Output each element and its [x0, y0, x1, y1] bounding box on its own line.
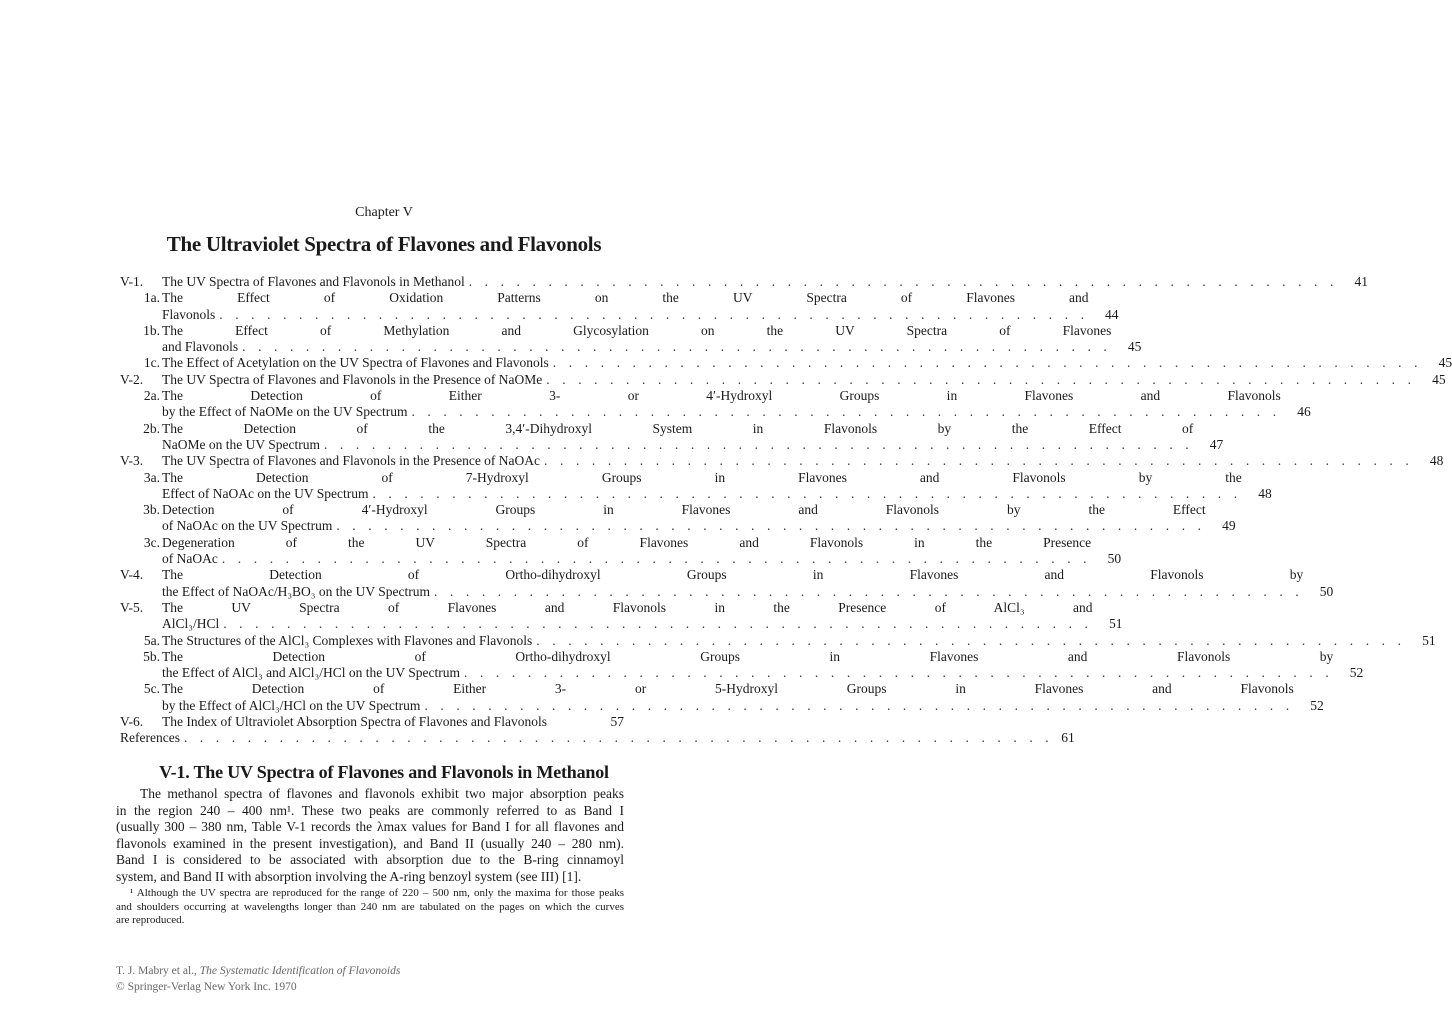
body-text [116, 786, 624, 885]
toc-page-number: 50 [1319, 583, 1334, 599]
toc-entry-number: V-1. [120, 274, 144, 289]
toc-leader-dots: . . . . . . . . . . . . . . . . . . . . . . . . . . . . . . . . . . . . . . . . . . . . . . . . . . . . . . . [323, 436, 1194, 452]
toc-entry-title: The Detection of Ortho-dihydroxyl Groups in Flavones and Flavonols by [162, 648, 1334, 664]
toc-leader-dots: . . . . . . . . . . . . . . . . . . . . . . . . . . . . . . . . . . . . . . . . . . . . . . . . . . . . . . . [411, 404, 1281, 420]
toc-entry[interactable] [116, 322, 1142, 356]
body-text-line: Band I is considered to be associated with absorption due to the B-ring cinnamoyl [116, 852, 624, 867]
toc-entry-title: NaOMe on the UV Spectrum [162, 436, 320, 452]
toc-leader-dots: . . . . . . . . . . . . . . . . . . . . . . . . . . . . . . . . . . . . . . . . . . . . . . . . . . . . . . . [336, 518, 1206, 534]
body-text-line: system, and Band II with absorption involving the A-ring benzoyl system (see III) [1]. [116, 868, 582, 884]
toc-entry-title: of NaOAc [162, 551, 218, 567]
toc-page-number: 45 [1127, 339, 1142, 355]
table-of-contents [116, 274, 1452, 747]
toc-entry-references[interactable] [116, 730, 1075, 746]
toc-page-number: 48 [1429, 453, 1444, 469]
footer-authors: T. J. Mabry et al., [116, 965, 197, 977]
toc-entry[interactable] [116, 567, 1334, 600]
toc-entry[interactable] [116, 599, 1123, 633]
toc-entry-title: by the Effect of NaOMe on the UV Spectrum [162, 404, 408, 420]
toc-page-number: 57 [610, 714, 624, 730]
toc-entry-title: by the Effect of AlCl₃/HCl on the UV Spectrum [162, 697, 421, 713]
toc-entry[interactable] [116, 388, 1311, 421]
toc-leader-dots: . . . . . . . . . . . . . . . . . . . . . . . . . . . . . . . . . . . . . . . . . . . . . . . . . . . . . . . [546, 371, 1416, 387]
toc-entry[interactable] [116, 714, 624, 730]
toc-leader-dots: . . . . . . . . . . . . . . . . . . . . . . . . . . . . . . . . . . . . . . . . . . . . . . . . . . . . . . . [433, 583, 1304, 599]
toc-entry-title: References [120, 730, 180, 746]
toc-page-number: 51 [1422, 632, 1436, 648]
toc-entry-number: 3c. [143, 534, 160, 550]
toc-entry[interactable] [116, 274, 1368, 290]
toc-entry-title: Detection of 4′-Hydroxyl Groups in Flavones and Flavonols by the Effect [162, 502, 1206, 518]
toc-entry-title: The Structures of the AlCl₃ Complexes with Flavones and Flavonols [162, 632, 533, 648]
toc-entry-title: the Effect of NaOAc/H₃BO₃ on the UV Spectrum [162, 583, 430, 599]
body-text-line: flavonols examined in the present investigation), and Band II (usually 240 – 280 nm). [116, 835, 624, 851]
toc-entry-number: V-4. [120, 567, 144, 583]
toc-entry-title: The UV Spectra of Flavones and Flavonols in Methanol [162, 274, 465, 289]
toc-entry[interactable] [116, 648, 1364, 682]
toc-entry-number: 1c. [143, 355, 160, 371]
toc-entry-title: The Index of Ultraviolet Absorption Spectra of Flavones and Flavonols [162, 714, 548, 730]
toc-entry-title: The Detection of the 3,4′-Dihydroxyl System in Flavonols by the Effect of [162, 420, 1194, 436]
toc-entry-number: 1a. [143, 290, 160, 306]
toc-entry-number: 1b. [143, 322, 160, 338]
toc-entry-title: Effect of NaOAc on the UV Spectrum [162, 485, 369, 501]
toc-entry-number: V-5. [120, 599, 144, 615]
section-title: V-1. The UV Spectra of Flavones and Flavonols in Methanol [159, 762, 609, 782]
toc-leader-dots: . . . . . . . . . . . . . . . . . . . . . . . . . . . . . . . . . . . . . . . . . . . . . . . . . . . . . . . [464, 665, 1334, 681]
toc-entry-title: The Detection of 7-Hydroxyl Groups in Flavones and Flavonols by the [162, 469, 1242, 485]
toc-entry[interactable] [116, 371, 1446, 388]
toc-entry-title: and Flavonols [162, 339, 239, 355]
toc-page-number: 50 [1107, 551, 1122, 567]
toc-entry-title: The Effect of Acetylation on the UV Spectra of Flavones and Flavonols [162, 355, 549, 371]
toc-entry-number: 5a. [143, 632, 160, 648]
footnote [116, 887, 624, 928]
toc-entry[interactable] [116, 681, 1324, 714]
toc-entry[interactable] [116, 469, 1272, 503]
toc-entry-title: The Detection of Ortho-dihydroxyl Groups in Flavones and Flavonols by [162, 567, 1304, 583]
toc-leader-dots: . . . . . . . . . . . . . . . . . . . . . . . . . . . . . . . . . . . . . . . . . . . . . . . . . . . . . . . [424, 697, 1294, 713]
toc-entry-number: 5c. [143, 681, 160, 697]
toc-entry[interactable] [116, 502, 1236, 535]
toc-page-number: 52 [1310, 697, 1324, 713]
toc-entry-number: V-2. [120, 371, 144, 387]
toc-entry[interactable] [116, 355, 1452, 371]
toc-page-number: 52 [1349, 665, 1364, 681]
toc-page-number: 49 [1222, 518, 1236, 534]
toc-entry-number: V-3. [120, 453, 144, 469]
toc-entry-title: The Detection of Either 3- or 4′-Hydroxyl Groups in Flavones and Flavonols [162, 388, 1281, 404]
toc-entry-number: 2b. [143, 420, 160, 436]
toc-leader-dots: . . . . . . . . . . . . . . . . . . . . . . . . . . . . . . . . . . . . . . . . . . . . . . . . . . . . . . . [544, 453, 1414, 469]
toc-leader-dots: . . . . . . . . . . . . . . . . . . . . . . . . . . . . . . . . . . . . . . . . . . . . . . . . . . . . . . . [536, 632, 1406, 648]
citation-line [116, 963, 400, 979]
toc-page-number: 61 [1061, 730, 1075, 746]
toc-entry[interactable] [116, 534, 1122, 568]
toc-entry-number: V-6. [120, 714, 144, 730]
toc-entry-title: The UV Spectra of Flavones and Flavonols in the Presence of AlCl₃ and [162, 599, 1093, 615]
toc-entry-title: AlCl₃/HCl [162, 616, 220, 632]
page-footer [116, 963, 400, 995]
toc-leader-dots: . . . . . . . . . . . . . . . . . . . . . . . . . . . . . . . . . . . . . . . . . . . . . . . . . . . . . . . [183, 730, 1054, 746]
toc-leader-dots: . . . . . . . . . . . . . . . . . . . . . . . . . . . . . . . . . . . . . . . . . . . . . . . . . . . . . . . [552, 355, 1423, 371]
toc-leader-dots: . . . . . . . . . . . . . . . . . . . . . . . . . . . . . . . . . . . . . . . . . . . . . . . . . . . . . . . [242, 339, 1112, 355]
toc-leader-dots: . . . . . . . . . . . . . . . . . . . . . . . . . . . . . . . . . . . . . . . . . . . . . . . . . . . . . . . [223, 616, 1093, 632]
footnote-line: are reproduced. [116, 914, 185, 927]
body-text-line: (usually 300 – 380 nm, Table V-1 records the λmax values for Band I for all flavones and [116, 819, 624, 834]
toc-entry-title: Flavonols [162, 306, 216, 322]
toc-entry-number: 5b. [143, 648, 160, 664]
toc-leader-dots: . . . . . . . . . . . . . . . . . . . . . . . . . . . . . . . . . . . . . . . . . . . . . . . . . . . . . . . [219, 306, 1089, 322]
toc-page-number: 47 [1209, 436, 1224, 452]
toc-entry-title: the Effect of AlCl₃ and AlCl₃/HCl on the UV Spectrum [162, 665, 461, 681]
toc-entry-number: 2a. [143, 388, 160, 404]
toc-entry[interactable] [116, 290, 1119, 323]
body-text-line: in the region 240 – 400 nm¹. These two peaks are commonly referred to as Band I [116, 802, 624, 818]
toc-leader-dots: . . . . . . . . . . . . . . . . . . . . . . . . . . . . . . . . . . . . . . . . . . . . . . . . . . . . . . . [468, 274, 1338, 289]
toc-page-number: 46 [1297, 404, 1311, 420]
toc-entry-title: The Detection of Either 3- or 5-Hydroxyl Groups in Flavones and Flavonols [162, 681, 1294, 697]
toc-page-number: 45 [1432, 371, 1446, 387]
toc-page-number: 48 [1258, 485, 1272, 501]
footer-copyright: © Springer-Verlag New York Inc. 1970 [116, 981, 297, 993]
toc-page-number: 45 [1438, 355, 1452, 371]
chapter-label: Chapter V [355, 205, 413, 220]
toc-entry-number: 3a. [143, 469, 160, 485]
toc-entry-title: The UV Spectra of Flavones and Flavonols in the Presence of NaOAc [162, 453, 541, 469]
toc-leader-dots: . . . . . . . . . . . . . . . . . . . . . . . . . . . . . . . . . . . . . . . . . . . . . . . . . . . . . . . [372, 485, 1242, 501]
toc-entry[interactable] [116, 453, 1444, 469]
toc-entry-title: The UV Spectra of Flavones and Flavonols in the Presence of NaOMe [162, 371, 543, 387]
toc-entry[interactable] [116, 420, 1224, 454]
footer-book-title: The Systematic Identification of Flavonoids [199, 965, 401, 977]
footnote-line: ¹ Although the UV spectra are reproduced for the range of 220 – 500 nm, only the maxima for those peaks [130, 887, 624, 899]
toc-entry-number: 3b. [143, 502, 160, 518]
toc-entry-title: The Effect of Oxidation Patterns on the UV Spectra of Flavones and [162, 290, 1089, 306]
toc-leader-dots: . . . . . . . . . . . . . . . . . . . . . . . . . . . . . . . . . . . . . . . . . . . . . . . . . . . . . . . [221, 551, 1092, 567]
toc-page-number: 44 [1105, 306, 1119, 322]
toc-entry-title: The Effect of Methylation and Glycosylation on the UV Spectra of Flavones [162, 322, 1112, 338]
toc-page-number: 41 [1354, 274, 1368, 289]
body-text-line: The methanol spectra of flavones and flavonols exhibit two major absorption peaks [140, 786, 624, 801]
toc-entry[interactable] [116, 632, 1436, 649]
toc-entry-title: of NaOAc on the UV Spectrum [162, 518, 333, 534]
toc-entry-title: Degeneration of the UV Spectra of Flavones and Flavonols in the Presence [162, 534, 1092, 550]
toc-page-number: 51 [1109, 616, 1123, 632]
chapter-title: The Ultraviolet Spectra of Flavones and Flavonols [166, 232, 602, 256]
footnote-line: and shoulders occurring at wavelengths longer than 240 nm are tabulated on the pages on which the curves [116, 900, 624, 913]
